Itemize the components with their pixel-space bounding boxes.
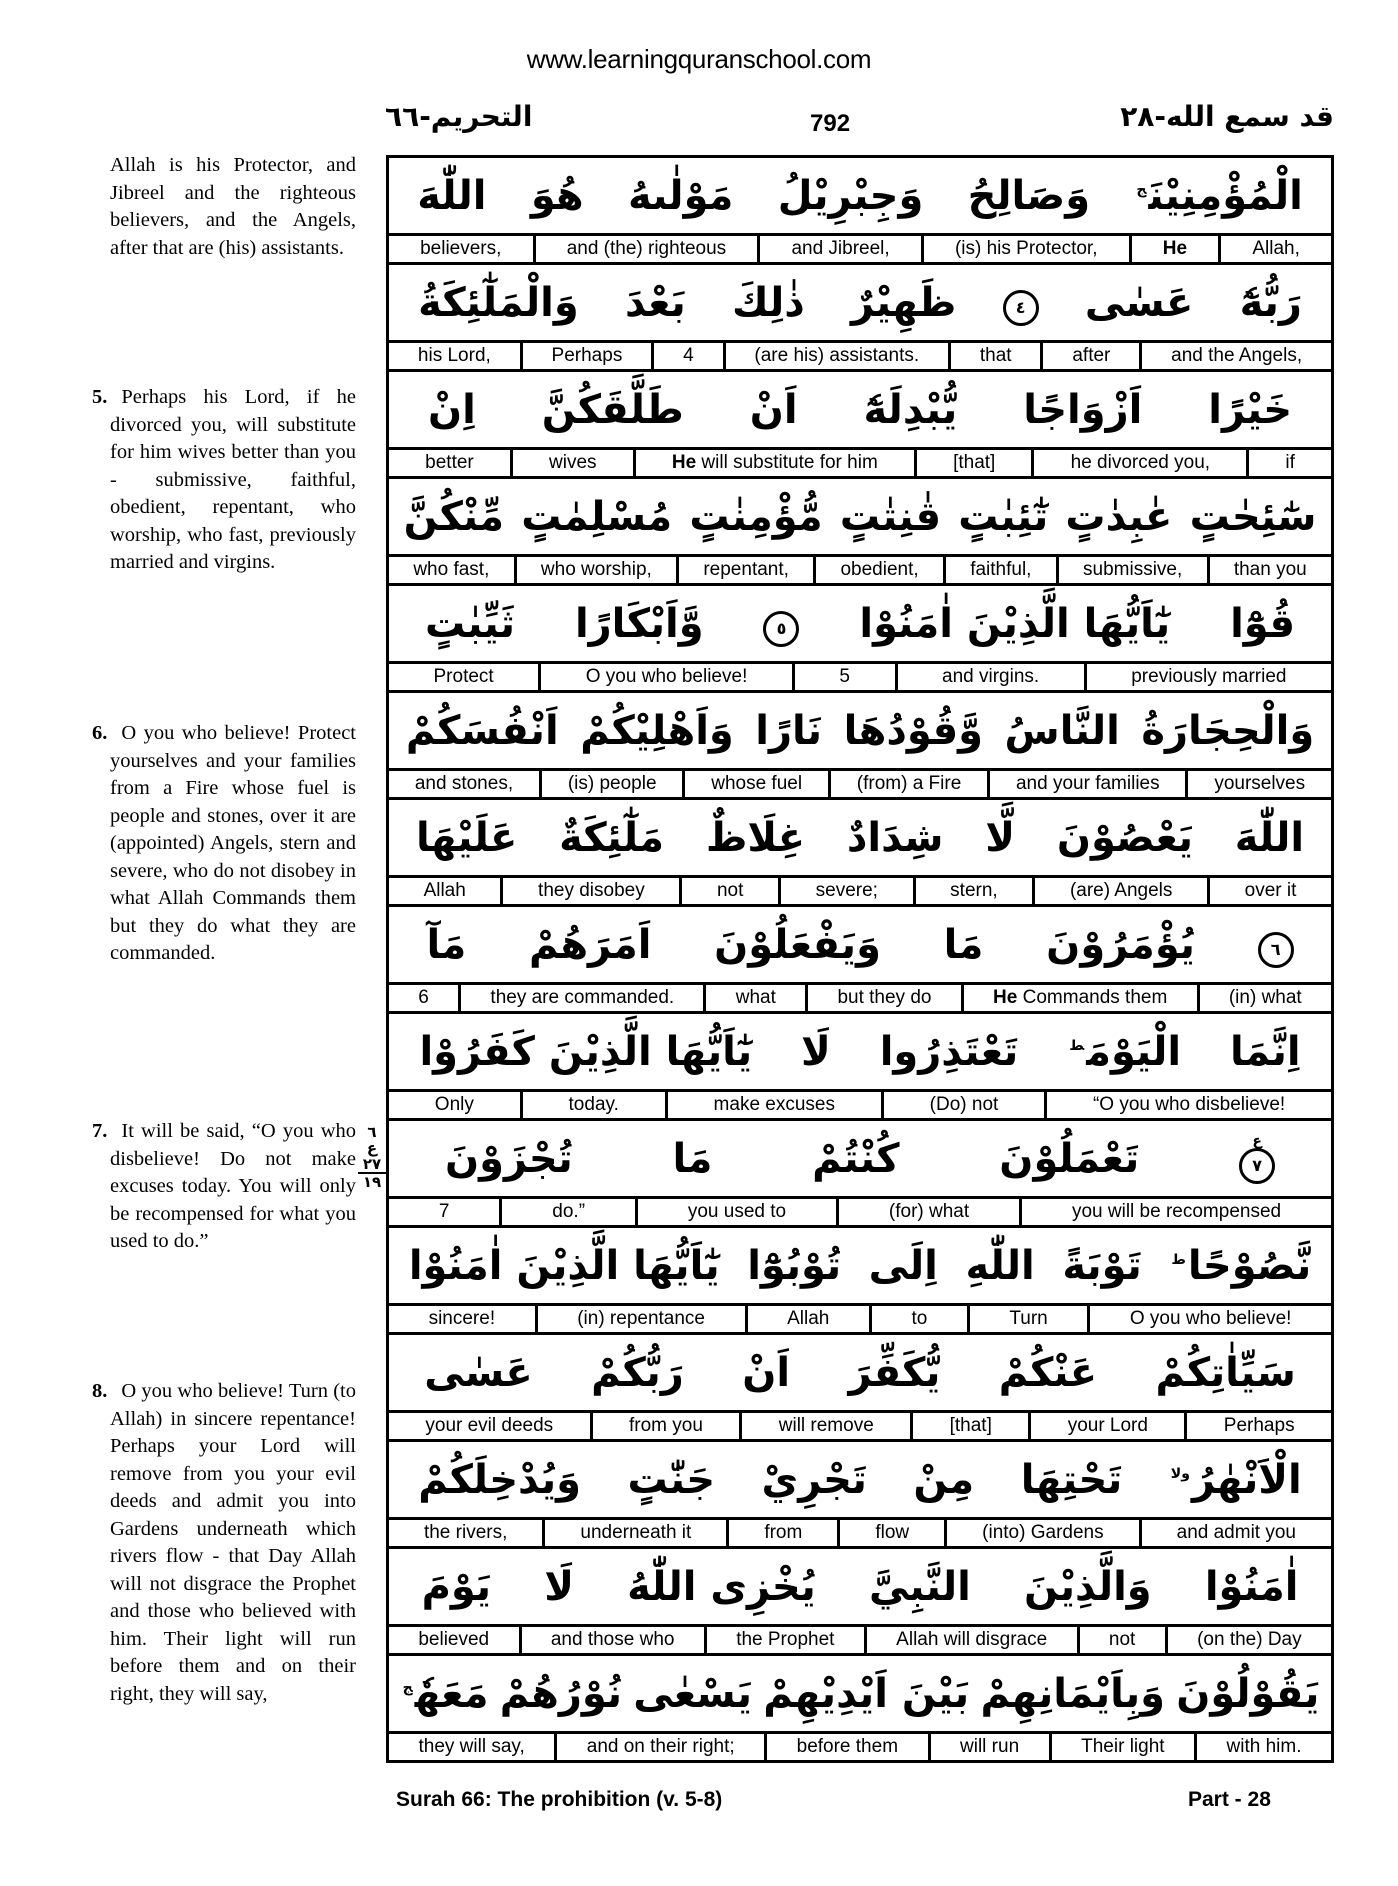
- english-gloss-cell: if: [1246, 450, 1331, 476]
- arabic-word: قُوْٓا: [1230, 600, 1296, 647]
- arabic-word: وَيَفْعَلُوْنَ: [714, 921, 881, 968]
- arabic-word: النَّاسُ: [1004, 707, 1120, 754]
- english-gloss-cell: [1129, 236, 1219, 262]
- english-gloss-cell: and your families: [987, 771, 1185, 797]
- arabic-word: غِلَاظٌ: [705, 814, 806, 861]
- ayah-circle: ٥: [763, 611, 799, 647]
- english-row: [389, 1520, 1331, 1549]
- arabic-word: اَنْ: [742, 1349, 791, 1396]
- verse-block: [389, 1014, 1331, 1121]
- english-gloss-cell: (for) what: [836, 1199, 1019, 1225]
- english-gloss-cell: what: [703, 985, 805, 1011]
- english-gloss-cell: the rivers,: [423, 1522, 508, 1543]
- english-gloss-cell: after: [1040, 343, 1139, 369]
- english-gloss-cell: but they do: [805, 985, 961, 1011]
- ayah-number-marker: [1239, 1134, 1275, 1184]
- english-gloss-cell: make excuses: [665, 1092, 881, 1118]
- arabic-word: وَّقُوْدُهَا: [843, 707, 984, 754]
- english-gloss-cell: better: [425, 452, 474, 473]
- english-row: [389, 1734, 1331, 1760]
- arabic-word: اٰمَنُوْا: [1204, 1563, 1299, 1610]
- verse-translation: [92, 1118, 356, 1256]
- english-row: [389, 1199, 1331, 1228]
- english-gloss-cell: your Lord: [1028, 1413, 1184, 1439]
- arabic-word-text: الْاَنْهٰرُ: [1191, 1456, 1302, 1503]
- arabic-word: رَبُّهٗٓ: [1239, 279, 1302, 326]
- arabic-word: يٰٓاَيُّهَا الَّذِيْنَ اٰمَنُوْا: [408, 1242, 720, 1289]
- verse-block: [389, 158, 1331, 265]
- english-gloss-cell: and those who: [519, 1627, 704, 1653]
- verse-translation-text: It will be said, “O you who disbelieve! Do not make excuses today. You will only be recompensed for what you used to do.”: [110, 1120, 356, 1252]
- english-row: [389, 985, 1331, 1014]
- english-row: [389, 236, 1331, 265]
- arabic-word: عَنْكُمْ: [998, 1349, 1098, 1396]
- arabic-word: اِنَّمَا: [1229, 1028, 1301, 1075]
- arabic-word: تَعْمَلُوْنَ: [999, 1135, 1140, 1182]
- arabic-row: [389, 693, 1331, 771]
- english-gloss-cell: O you who believe!: [538, 664, 792, 690]
- ayah-number-marker: [1258, 922, 1294, 968]
- english-gloss-cell: (are) Angels: [1032, 878, 1207, 904]
- english-row: [389, 1306, 1331, 1335]
- verse-number: 8.: [92, 1380, 108, 1402]
- arabic-word: اَمَرَهُمْ: [528, 921, 652, 968]
- arabic-word: يُّكَفِّرَ: [848, 1349, 941, 1396]
- arabic-word: مَلٰٓئِكَةٌ: [559, 814, 665, 861]
- verse-translation-text: Perhaps his Lord, if he divorced you, will substitute for him wives better than you - submissive, faithful, obedient, repentant, who worship, who fast, previously married and virgins.: [110, 386, 356, 573]
- ruku-marker-bottom: ١٩: [362, 1173, 382, 1191]
- arabic-row: [389, 1549, 1331, 1627]
- arabic-word-text: الْيَوْمَ: [1086, 1028, 1182, 1075]
- english-gloss-cell: that: [948, 343, 1040, 369]
- english-gloss-cell: and (the) righteous: [533, 236, 758, 262]
- arabic-word: وَجِبْرِيْلُ: [777, 172, 924, 219]
- english-gloss-cell: than you: [1207, 557, 1331, 583]
- english-gloss-cell: who fast,: [413, 559, 490, 580]
- english-gloss-cell: yourselves: [1185, 771, 1331, 797]
- arabic-word: ذٰلِكَ: [731, 279, 805, 326]
- arabic-word: نُوْرُهُمْ: [499, 1670, 622, 1717]
- verse-number: 5.: [92, 386, 108, 408]
- verse-translation: [92, 720, 356, 968]
- verse-block: [389, 586, 1331, 693]
- arabic-word: يٰٓاَيُّهَا الَّذِيْنَ اٰمَنُوْا: [859, 600, 1171, 647]
- arabic-word: مَوْلٰىهُ: [627, 172, 734, 219]
- verse-translation-text: O you who believe! Turn (to Allah) in sincere repentance! Perhaps your Lord will remove from you your evil deeds and admit you into Gardens underneath which rivers flow - that Day Allah will not disgrace the Prophet and those who believed with him. Their light will run before them and on their right, they will say,: [110, 1380, 356, 1705]
- english-gloss-cell: you will be recompensed: [1019, 1199, 1331, 1225]
- english-gloss-cell: who worship,: [514, 557, 676, 583]
- gloss-emphasis: He: [671, 452, 697, 473]
- verse-block: [389, 1656, 1331, 1760]
- english-gloss-cell: repentant,: [676, 557, 813, 583]
- arabic-row: [389, 586, 1331, 664]
- english-row: [389, 664, 1331, 693]
- ruku-marker-top: ع: [366, 1139, 378, 1157]
- surah-label-arabic: التحریم-٦٦: [385, 100, 533, 133]
- arabic-word: قٰنِتٰتٍ: [839, 493, 942, 540]
- arabic-word: اَزْوَاجًا: [1023, 386, 1143, 433]
- english-gloss-cell: stern,: [913, 878, 1033, 904]
- verse-translation: [110, 152, 356, 262]
- english-gloss-cell: will run: [928, 1734, 1049, 1760]
- arabic-word: ظَهِيْرٌ: [851, 279, 957, 326]
- english-gloss-cell: [633, 450, 914, 476]
- english-row: [389, 1627, 1331, 1656]
- english-gloss-cell: will remove: [739, 1413, 910, 1439]
- verse-block: [389, 265, 1331, 372]
- arabic-word: سٰٓئِحٰتٍ: [1189, 493, 1317, 540]
- waqf-sign: ولا: [1170, 1466, 1190, 1483]
- arabic-word: [401, 1670, 489, 1717]
- arabic-word: سَيِّاٰتِكُمْ: [1155, 1349, 1296, 1396]
- verse-block: [389, 372, 1331, 479]
- arabic-word: وَّاَبْكَارًا: [574, 600, 704, 647]
- gloss-emphasis: He: [993, 987, 1018, 1008]
- arabic-word: وَاَهْلِيْكُمْ: [580, 707, 734, 754]
- english-gloss-cell: Turn: [967, 1306, 1087, 1332]
- english-gloss-cell: Allah: [423, 880, 466, 901]
- arabic-word: [1067, 1028, 1182, 1075]
- english-gloss-cell: [961, 985, 1197, 1011]
- arabic-word: خَيْرًا: [1208, 386, 1293, 433]
- arabic-word: عٰبِدٰتٍ: [1065, 493, 1173, 540]
- english-gloss-cell: do.”: [499, 1199, 635, 1225]
- english-gloss-cell: the Prophet: [704, 1627, 864, 1653]
- english-gloss-cell: and stones,: [414, 773, 514, 794]
- english-gloss-cell: (in) what: [1197, 985, 1331, 1011]
- arabic-word: لَا: [544, 1563, 574, 1610]
- verse-block: [389, 1228, 1331, 1335]
- arabic-row: [389, 1014, 1331, 1092]
- ayah-circle: ٧: [1239, 1148, 1275, 1184]
- arabic-word: لَا: [801, 1028, 831, 1075]
- arabic-word: مَآ: [426, 921, 467, 968]
- arabic-word: يَعْصُوْنَ: [1056, 814, 1194, 861]
- arabic-word: طَلَّقَكُنَّ: [541, 386, 684, 433]
- english-gloss-cell: (is) his Protector,: [921, 236, 1129, 262]
- word-by-word-table: [386, 155, 1334, 1763]
- site-url: www.learningquranschool.com: [526, 44, 872, 74]
- english-row: [389, 557, 1331, 586]
- english-gloss-cell: believers,: [420, 238, 502, 259]
- arabic-word: وَالْمَلٰٓئِكَةُ: [418, 279, 579, 326]
- english-gloss-cell: and Jibreel,: [757, 236, 921, 262]
- waqf-sign: ط: [1171, 1252, 1186, 1269]
- arabic-word: وَصَالِحُ: [967, 172, 1091, 219]
- english-gloss-cell: they are commanded.: [458, 985, 703, 1011]
- english-gloss-cell: and the Angels,: [1139, 343, 1331, 369]
- english-gloss-cell: submissive,: [1056, 557, 1207, 583]
- english-gloss-cell: to: [869, 1306, 967, 1332]
- arabic-word-text: نَّصُوْحًا: [1187, 1242, 1312, 1289]
- footer-part: Part - 28: [1188, 1788, 1271, 1811]
- arabic-word: يَسْعٰى: [633, 1670, 753, 1717]
- arabic-word: اللّٰهَ: [417, 172, 487, 219]
- english-gloss-cell: over it: [1207, 878, 1331, 904]
- english-gloss-cell: Only: [434, 1094, 474, 1115]
- arabic-row: [389, 372, 1331, 450]
- arabic-word: تُوْبُوْٓا: [747, 1242, 842, 1289]
- arabic-row: [389, 158, 1331, 236]
- gloss-rest: Commands them: [1017, 987, 1168, 1008]
- english-gloss-cell: wives: [510, 450, 633, 476]
- english-gloss-cell: (on the) Day: [1165, 1627, 1331, 1653]
- english-gloss-cell: with him.: [1194, 1734, 1331, 1760]
- arabic-row: [389, 1228, 1331, 1306]
- english-gloss-cell: Perhaps: [1184, 1413, 1331, 1439]
- english-gloss-cell: [that]: [914, 450, 1032, 476]
- english-gloss-cell: 6: [418, 987, 429, 1008]
- gloss-rest: will substitute for him: [696, 452, 878, 473]
- verse-block: [389, 1335, 1331, 1442]
- english-row: [389, 343, 1331, 372]
- arabic-word: وَالْحِجَارَةُ: [1141, 707, 1315, 754]
- english-gloss-cell: (in) repentance: [535, 1306, 745, 1332]
- arabic-word: يُّبْدِلَهٗٓ: [863, 386, 958, 433]
- verse-block: [389, 907, 1331, 1014]
- english-gloss-cell: from: [726, 1520, 837, 1546]
- english-gloss-cell: underneath it: [542, 1520, 726, 1546]
- verse-block: [389, 800, 1331, 907]
- ruku-marker-middle: ٢٧: [358, 1156, 386, 1174]
- english-gloss-cell: Allah,: [1218, 236, 1331, 262]
- ayah-circle: ٤: [1003, 290, 1039, 326]
- arabic-word: ثَيِّبٰتٍ: [425, 600, 516, 647]
- arabic-word: مَا: [672, 1135, 713, 1182]
- english-gloss-cell: previously married: [1084, 664, 1331, 690]
- verse-translation-text: O you who believe! Protect yourselves and your families from a Fire whose fuel is people and stones, over it are (appointed) Angels, stern and severe, who do not disobey in what Allah Commands them but they do what they are commanded.: [110, 722, 356, 964]
- arabic-word: عَسٰى: [424, 1349, 533, 1396]
- arabic-word: يُؤْمَرُوْنَ: [1046, 921, 1195, 968]
- english-gloss-cell: whose fuel: [682, 771, 828, 797]
- english-gloss-cell: Protect: [433, 666, 494, 687]
- arabic-word: [1169, 1456, 1302, 1503]
- arabic-row: [389, 1121, 1331, 1199]
- arabic-word: بَيْنَ اَيْدِيْهِمْ: [763, 1670, 970, 1717]
- arabic-word: بَعْدَ: [625, 279, 686, 326]
- arabic-word: اَنْ: [749, 386, 798, 433]
- arabic-word: عَلَيْهَا: [415, 814, 518, 861]
- arabic-row: [389, 479, 1331, 557]
- verse-translation: [92, 1378, 356, 1708]
- english-gloss-cell: “O you who disbelieve!: [1044, 1092, 1331, 1118]
- arabic-word: [1134, 172, 1303, 219]
- waqf-sign: ج: [402, 1680, 413, 1697]
- english-gloss-cell: Their light: [1049, 1734, 1194, 1760]
- arabic-word: اللّٰهِ: [965, 1242, 1035, 1289]
- arabic-word: اِلَى: [868, 1242, 938, 1289]
- arabic-word: مَا: [943, 921, 984, 968]
- english-gloss-cell: today.: [520, 1092, 665, 1118]
- english-gloss-cell: faithful,: [943, 557, 1056, 583]
- english-gloss-cell: 5: [792, 664, 895, 690]
- verse-number: 6.: [92, 722, 108, 744]
- english-gloss-cell: (Do) not: [881, 1092, 1044, 1118]
- waqf-sign: ج: [1136, 182, 1147, 199]
- arabic-row: [389, 265, 1331, 343]
- english-gloss-cell: not: [679, 878, 778, 904]
- verse-translation: [92, 384, 356, 577]
- arabic-row: [389, 1335, 1331, 1413]
- english-gloss-cell: (is) people: [539, 771, 682, 797]
- ayah-circle: ٦: [1258, 932, 1294, 968]
- arabic-word: تَعْتَذِرُوا: [879, 1028, 1019, 1075]
- english-gloss-cell: O you who believe!: [1087, 1306, 1331, 1332]
- arabic-word: النَّبِيَّ: [868, 1563, 971, 1610]
- arabic-word: تُجْزَوْنَ: [444, 1135, 573, 1182]
- ruku-marker-side: ٦: [367, 1123, 377, 1141]
- arabic-word: لَّا: [985, 814, 1016, 861]
- ayah-number-marker: [1003, 280, 1039, 326]
- verse-block: [389, 693, 1331, 800]
- arabic-word: وَيُدْخِلَكُمْ: [418, 1456, 582, 1503]
- english-gloss-cell: Perhaps: [520, 343, 652, 369]
- english-gloss-cell: sincere!: [428, 1308, 496, 1329]
- arabic-word: مُّؤْمِنٰتٍ: [689, 493, 823, 540]
- english-gloss-cell: you used to: [635, 1199, 836, 1225]
- english-gloss-cell: and on their right;: [554, 1734, 764, 1760]
- english-gloss-cell: Allah will disgrace: [864, 1627, 1077, 1653]
- english-row: [389, 450, 1331, 479]
- english-row: [389, 878, 1331, 907]
- verse-number: 7.: [92, 1120, 108, 1142]
- verse-block: [389, 1442, 1331, 1549]
- arabic-row: [389, 1442, 1331, 1520]
- waqf-sign: ط: [1069, 1038, 1085, 1055]
- arabic-word: يٰٓاَيُّهَا الَّذِيْنَ كَفَرُوْا: [419, 1028, 753, 1075]
- english-gloss-cell: 7: [438, 1201, 450, 1222]
- english-gloss-cell: they disobey: [500, 878, 679, 904]
- english-gloss-cell: (from) a Fire: [828, 771, 987, 797]
- english-row: [389, 771, 1331, 800]
- verse-block: [389, 1121, 1331, 1228]
- juz-label-arabic: قد سمع الله-٢٨: [1120, 100, 1334, 133]
- ruku-sign: ع: [1252, 1132, 1262, 1149]
- arabic-word: رَبُّكُمْ: [591, 1349, 684, 1396]
- english-gloss-cell: and virgins.: [895, 664, 1084, 690]
- arabic-word: اللّٰهَ: [1234, 814, 1305, 861]
- page-number: 792: [810, 110, 851, 137]
- arabic-word: تَحْتِهَا: [1020, 1456, 1123, 1503]
- english-gloss-cell: and admit you: [1139, 1520, 1331, 1546]
- gloss-emphasis: He: [1162, 238, 1188, 259]
- english-gloss-cell: Allah: [745, 1306, 869, 1332]
- arabic-word: وَبِاَيْمَانِهِمْ: [980, 1670, 1165, 1717]
- english-gloss-cell: he divorced you,: [1031, 450, 1246, 476]
- verse-block: [389, 1549, 1331, 1656]
- english-gloss-cell: they will say,: [418, 1736, 525, 1757]
- arabic-word: هُوَ: [530, 172, 584, 219]
- arabic-row: [389, 800, 1331, 878]
- arabic-word: اِنْ: [428, 386, 476, 433]
- english-gloss-cell: from you: [590, 1413, 740, 1439]
- arabic-word: شِدَادٌ: [846, 814, 944, 861]
- arabic-word-text: الْمُؤْمِنِيْنَ: [1148, 172, 1303, 219]
- arabic-word: وَالَّذِيْنَ: [1023, 1563, 1152, 1610]
- arabic-word: [1169, 1242, 1312, 1289]
- arabic-word: تٰٓئِبٰتٍ: [958, 493, 1049, 540]
- arabic-row: [389, 1656, 1331, 1734]
- ruku-marker: [358, 1124, 386, 1190]
- ayah-number-marker: [763, 601, 799, 647]
- english-gloss-cell: [that]: [910, 1413, 1028, 1439]
- english-row: [389, 1413, 1331, 1442]
- arabic-word: اَنْفُسَكُمْ: [405, 707, 559, 754]
- english-gloss-cell: not: [1077, 1627, 1165, 1653]
- arabic-row: [389, 907, 1331, 985]
- arabic-word: عَسٰى: [1084, 279, 1194, 326]
- arabic-word: يَقُوْلُوْنَ: [1176, 1670, 1320, 1717]
- arabic-word: يَوْمَ: [421, 1563, 492, 1610]
- arabic-word: مُسْلِمٰتٍ: [521, 493, 673, 540]
- english-gloss-cell: (are his) assistants.: [723, 343, 948, 369]
- arabic-word-text: مَعَهٗ: [414, 1670, 489, 1717]
- arabic-word: يُخْزِى اللّٰهُ: [627, 1563, 816, 1610]
- english-gloss-cell: severe;: [778, 878, 913, 904]
- arabic-word: نَارًا: [755, 707, 823, 754]
- verse-block: [389, 479, 1331, 586]
- footer-surah-title: Surah 66: The prohibition (v. 5-8): [396, 1788, 723, 1811]
- english-row: [389, 1092, 1331, 1121]
- arabic-word: كُنْتُمْ: [812, 1135, 900, 1182]
- arabic-word: تَوْبَةً: [1062, 1242, 1142, 1289]
- arabic-word: مِنْ: [913, 1456, 975, 1503]
- arabic-word: تَجْرِيْ: [761, 1456, 867, 1503]
- arabic-word: مِّنْكُنَّ: [403, 493, 504, 540]
- verse-translation-text: Allah is his Protector, and Jibreel and the righteous believers, and the Angels, after that are (his) assistants.: [110, 154, 356, 259]
- english-gloss-cell: your evil deeds: [425, 1415, 554, 1436]
- english-gloss-cell: (into) Gardens: [944, 1520, 1138, 1546]
- english-gloss-cell: 4: [651, 343, 722, 369]
- english-gloss-cell: flow: [837, 1520, 944, 1546]
- english-gloss-cell: before them: [764, 1734, 927, 1760]
- english-gloss-cell: obedient,: [813, 557, 943, 583]
- english-gloss-cell: believed: [418, 1629, 490, 1650]
- arabic-word: جَنّٰتٍ: [627, 1456, 716, 1503]
- english-gloss-cell: his Lord,: [417, 345, 491, 366]
